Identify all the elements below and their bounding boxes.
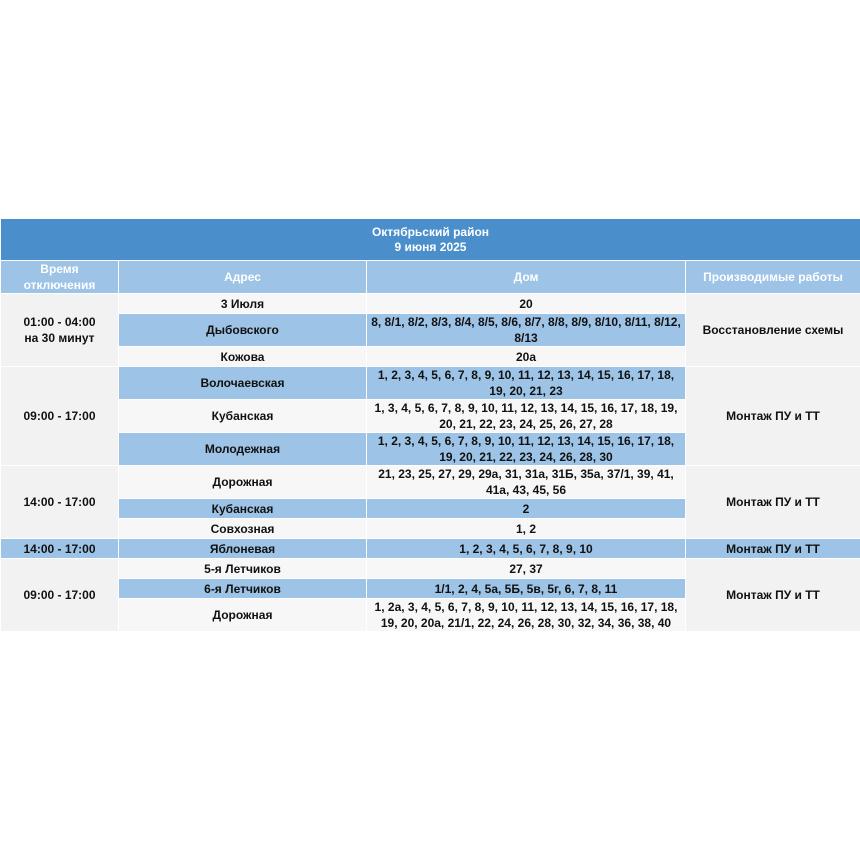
houses-cell: 20а: [367, 347, 686, 367]
work-type-cell: Монтаж ПУ и ТТ: [686, 367, 860, 466]
work-type-cell: Восстановление схемы: [686, 294, 860, 367]
column-header-address: Адрес: [119, 261, 367, 294]
outage-time-cell: 09:00 - 17:00: [1, 367, 119, 466]
houses-cell: 20: [367, 294, 686, 314]
houses-cell: 21, 23, 25, 27, 29, 29а, 31, 31а, 31Б, 35а, 37/1, 39, 41, 41а, 43, 45, 56: [367, 466, 686, 499]
street-cell: Дыбовского: [119, 314, 367, 347]
column-header-row: [1, 261, 860, 294]
outage-time-cell: 09:00 - 17:00: [1, 559, 119, 632]
street-cell: Кубанская: [119, 400, 367, 433]
houses-cell: 27, 37: [367, 559, 686, 579]
street-cell: Кубанская: [119, 499, 367, 519]
column-header-work: Производимые работы: [686, 261, 860, 294]
outage-time-cell: 14:00 - 17:00: [1, 466, 119, 539]
street-cell: 3 Июля: [119, 294, 367, 314]
table-row: [1, 559, 860, 579]
houses-cell: 1, 2а, 3, 4, 5, 6, 7, 8, 9, 10, 11, 12, 13, 14, 15, 16, 17, 18, 19, 20, 20а, 21/1, 22, 24, 26, 28, 30, 32, 34, 36, 38, 40: [367, 599, 686, 632]
street-cell: Дорожная: [119, 466, 367, 499]
street-cell: Кожова: [119, 347, 367, 367]
street-cell: Волочаевская: [119, 367, 367, 400]
schedule-date: 9 июня 2025: [394, 239, 467, 254]
houses-cell: 1, 2, 3, 4, 5, 6, 7, 8, 9, 10: [367, 539, 686, 559]
houses-cell: 1, 3, 4, 5, 6, 7, 8, 9, 10, 11, 12, 13, 14, 15, 16, 17, 18, 19, 20, 21, 22, 23, 24, 25, 26, 27, 28: [367, 400, 686, 433]
street-cell: Яблоневая: [119, 539, 367, 559]
street-cell: Молодежная: [119, 433, 367, 466]
outage-time-cell: 14:00 - 17:00: [1, 539, 119, 559]
street-cell: Совхозная: [119, 519, 367, 539]
outage-time-line: 01:00 - 04:00: [23, 315, 96, 329]
work-type-cell: Монтаж ПУ и ТТ: [686, 559, 860, 632]
houses-cell: 8, 8/1, 8/2, 8/3, 8/4, 8/5, 8/6, 8/7, 8/8, 8/9, 8/10, 8/11, 8/12, 8/13: [367, 314, 686, 347]
street-cell: 6-я Летчиков: [119, 579, 367, 599]
outage-schedule-table: [0, 218, 860, 632]
street-cell: 5-я Летчиков: [119, 559, 367, 579]
outage-duration-line: на 30 минут: [24, 331, 95, 345]
houses-cell: 1, 2: [367, 519, 686, 539]
houses-cell: 2: [367, 499, 686, 519]
table-row: [1, 539, 860, 559]
table-row: [1, 466, 860, 499]
district-name: Октябрьский район: [371, 224, 490, 239]
table-title: [1, 219, 860, 261]
work-type-cell: Монтаж ПУ и ТТ: [686, 539, 860, 559]
table-row: [1, 294, 860, 314]
outage-time-cell: [1, 294, 119, 367]
work-type-cell: Монтаж ПУ и ТТ: [686, 466, 860, 539]
houses-cell: 1, 2, 3, 4, 5, 6, 7, 8, 9, 10, 11, 12, 13, 14, 15, 16, 17, 18, 19, 20, 21, 22, 23, 24, 26, 28, 30: [367, 433, 686, 466]
column-header-house: Дом: [367, 261, 686, 294]
houses-cell: 1, 2, 3, 4, 5, 6, 7, 8, 9, 10, 11, 12, 13, 14, 15, 16, 17, 18, 19, 20, 21, 23: [367, 367, 686, 400]
houses-cell: 1/1, 2, 4, 5а, 5Б, 5в, 5г, 6, 7, 8, 11: [367, 579, 686, 599]
column-header-time: Время отключения: [1, 261, 119, 294]
street-cell: Дорожная: [119, 599, 367, 632]
table-row: [1, 367, 860, 400]
